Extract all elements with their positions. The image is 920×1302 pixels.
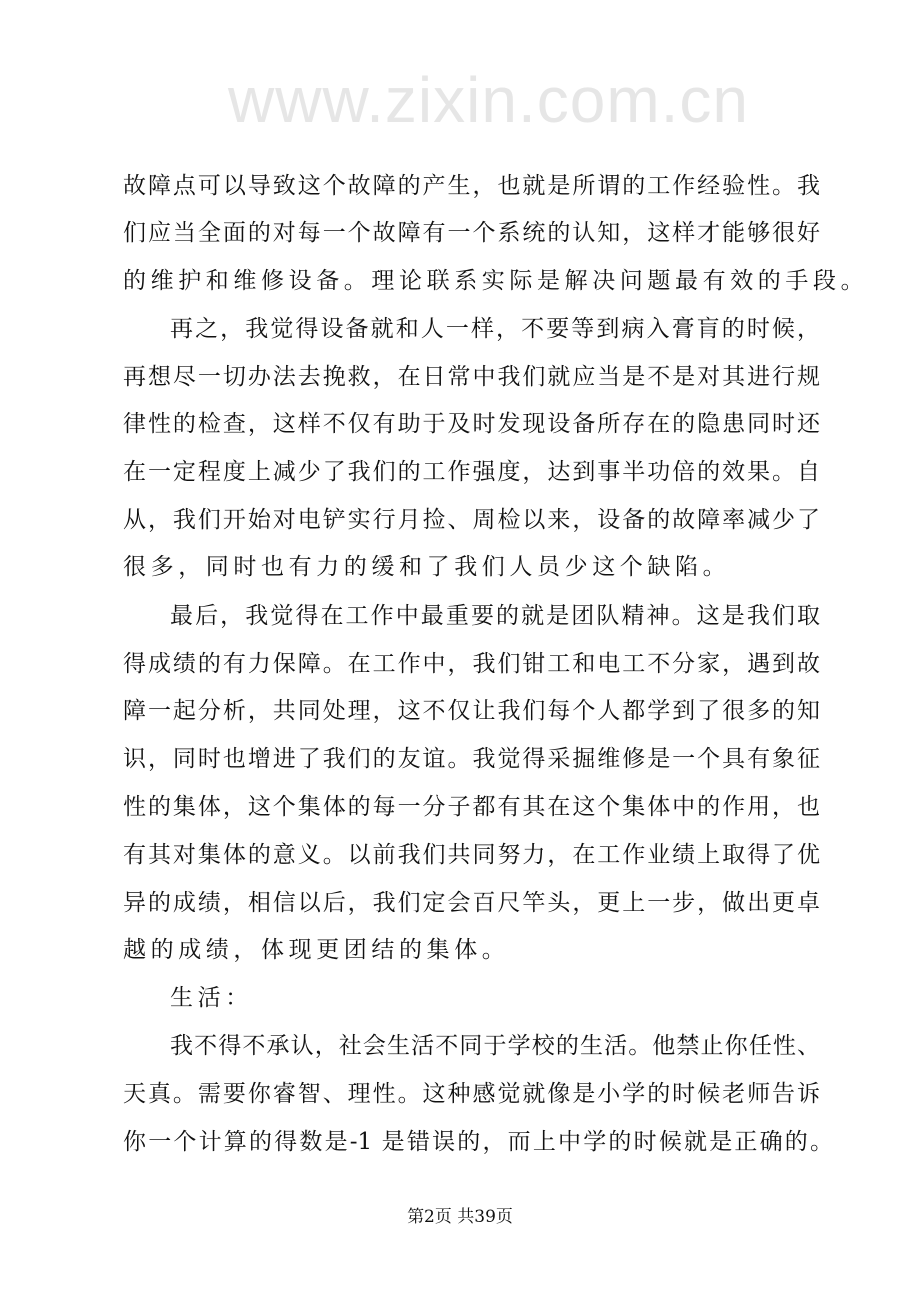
watermark: www.zixin.com.cn — [228, 64, 749, 136]
text-line: 律性的检查，这样不仅有助于及时发现设备所存在的隐患同时还 — [123, 411, 820, 437]
page-footer: 第2页 共39页 — [407, 1207, 513, 1227]
text-line: 再之，我觉得设备就和人一样，不要等到病入膏肓的时候， — [170, 316, 820, 342]
text-line: 识，同时也增进了我们的友谊。我觉得采掘维修是一个具有象征 — [123, 746, 820, 772]
text-line: 再想尽一切办法去挽救，在日常中我们就应当是不是对其进行规 — [123, 364, 820, 390]
text-line: 天真。需要你睿智、理性。这种感觉就像是小学的时候老师告诉 — [123, 1081, 820, 1107]
text-line: 故障点可以导致这个故障的产生，也就是所谓的工作经验性。我 — [123, 173, 820, 199]
text-line: 的维护和维修设备。理论联系实际是解决问题最有效的手段。 — [123, 268, 869, 294]
section-heading: 生活： — [170, 985, 253, 1011]
text-line: 越的成绩，体现更团结的集体。 — [123, 937, 510, 963]
text-line: 从，我们开始对电铲实行月捡、周检以来，设备的故障率减少了 — [123, 507, 820, 533]
text-line: 你一个计算的得数是-1 是错误的，而上中学的时候就是正确的。 — [123, 1129, 833, 1155]
text-line: 最后，我觉得在工作中最重要的就是团队精神。这是我们取 — [170, 603, 820, 629]
text-line: 很多，同时也有力的缓和了我们人员少这个缺陷。 — [123, 554, 731, 580]
text-line: 有其对集体的意义。以前我们共同努力，在工作业绩上取得了优 — [123, 842, 820, 868]
text-line: 在一定程度上减少了我们的工作强度，达到事半功倍的效果。自 — [123, 459, 820, 485]
text-line: 异的成绩，相信以后，我们定会百尺竿头，更上一步，做出更卓 — [123, 890, 820, 916]
text-line: 们应当全面的对每一个故障有一个系统的认知，这样才能够很好 — [123, 220, 820, 246]
text-line: 性的集体，这个集体的每一分子都有其在这个集体中的作用，也 — [123, 794, 820, 820]
text-line: 障一起分析，共同处理，这不仅让我们每个人都学到了很多的知 — [123, 698, 820, 724]
text-line: 我不得不承认，社会生活不同于学校的生活。他禁止你任性、 — [170, 1033, 820, 1059]
text-line: 得成绩的有力保障。在工作中，我们钳工和电工不分家，遇到故 — [123, 651, 820, 677]
